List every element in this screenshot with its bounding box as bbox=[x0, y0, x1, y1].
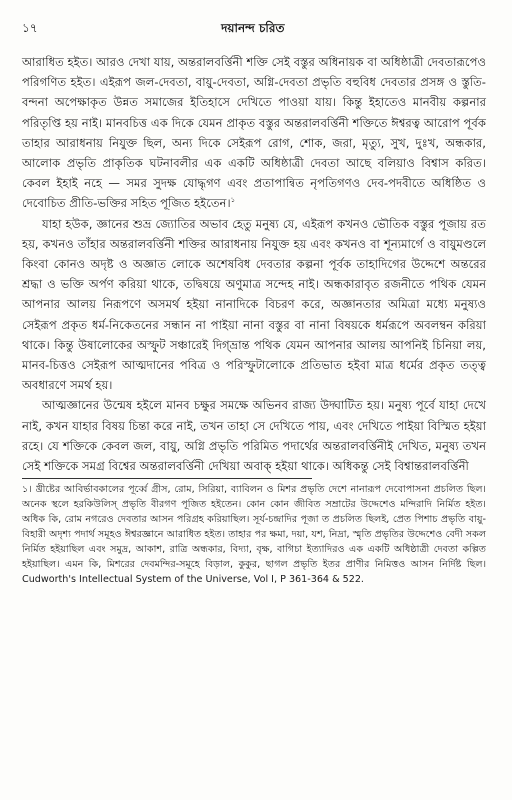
footnote-marker: ১ bbox=[230, 196, 236, 205]
paragraph-text: আত্মজ্ঞানের উন্মেষ হইলে মানব চক্ষুর সমক্ষে অভিনব রাজ্য উদ্ঘাটিত হয়। মনুষ্য পূর্বে যাহা দেখে নাই, কখন যাহার বিষয় চিন্তা করে নাই, তখন তাহা সে দেখিতে পায়, এবং দেখিতে পাইয়া বিস্মিত হইয়া রহে। যে শক্তিকে কেবল জল, বায়ু, অগ্নি প্রভৃতি পরিমিত পদার্থের অন্তরালবর্ত্তিনীই দেখিত, মনুষ্য তখন সেই শক্তিকে সমগ্র বিশ্বের অন্তরালবর্ত্তিনী দেখিয়া অবাক্ হইয়া থাকে। অধিকন্তু সেই বিশ্বান্তরালবর্ত্তিনী bbox=[22, 398, 486, 474]
footnote-divider bbox=[22, 478, 312, 479]
paragraph bbox=[22, 395, 486, 476]
running-title: দয়ানন্দ চরিত bbox=[221, 21, 285, 35]
page-number: ১৭ bbox=[22, 21, 38, 35]
body-text bbox=[22, 52, 486, 476]
paragraph-text: যাহা হউক, জ্ঞানের শুভ্র জ্যোতির অভাব হেতু মনুষ্য যে, এইরূপ কখনও ভৌতিক বস্তুর পূজায় রত হয়, কখনও তাঁহার অন্তরালবর্ত্তিনী শক্তির আরাধনায় নিযুক্ত হয় এবং কখনও বা শূন্যমার্গে ও বায়ুমণ্ডলে কিংবা কোনও অদৃষ্ট ও অজ্ঞাত লোকে অশেষবিধ দেবতার কল্পনা পূর্বক তাহাদিগের উদ্দেশে অন্তরের শ্রদ্ধা ও ভক্তি অর্পণ করিয়া থাকে, তদ্বিষয়ে অণুমাত্র সন্দেহ নাই। অন্ধকারাবৃত রজনীতে পথিক যেমন আপনার আলয় নিরূপণে অসমর্থ হইয়া নানাদিকে বিচরণ করে, অজ্ঞানতার অমিত্রা মধ্যে মনুষ্যও সেইরূপ প্রকৃত ধর্ম-নিকেতনের সন্ধান না পাইয়া নানা বস্তুর বা নানা বিষয়কে ধর্মরূপে অবলম্বন করিয়া থাকে। কিন্তু উষালোকের অস্ফুট সঞ্চারেই দিগ্‌ভ্রান্ত পথিক যেমন আপনার আলয় আপনিই চিনিয়া লয়, মানব-চিত্তও সেইরূপ আত্মদানের পবিত্র ও পরিস্ফুটালোকে প্রতিভাত হইবা মাত্র ধর্মের প্রকৃত তত্ত্ব অবধারণে সমর্থ হয়। bbox=[22, 216, 486, 393]
paragraph-text: আরাধিত হইত। আরও দেখা যায়, অন্তরালবর্ত্তিনী শক্তি সেই বস্তুর অধিনায়ক বা অধিষ্ঠাত্রী দেবতারূপেও পরিগণিত হইত। এইরূপ জল-দেবতা, বায়ু-দেবতা, অগ্নি-দেবতা প্রভৃতি বহুবিধ দেবতার প্রসঙ্গ ও স্তুতি-বন্দনা অপেক্ষাকৃত উন্নত সমাজের ইতিহাসে দেখিতে পাওয়া যায়। কিন্তু ইহাতেও মানবীয় কল্পনার পরিতৃপ্তি হয় নাই। মানবচিত্ত এক দিকে যেমন প্রাকৃত বস্তুর অন্তরালবর্ত্তিনী শক্তিতে ঈশ্বরত্ব আরোপ পূর্বক তাহার আরাধনায় নিযুক্ত ছিল, অন্য দিকে সেইরূপ রোগ, শোক, জরা, মৃত্যু, সুখ, দুঃখ, অন্ধকার, আলোক প্রভৃতি প্রাকৃতিক ঘটনাবলীর এক একটি অধিষ্ঠাত্রী দেবতা আছে বলিয়াও বিশ্বাস করিত। কেবল ইহাই নহে — সমর সুদক্ষ যোদ্ধৃগণ এবং প্রতাপান্বিত নৃপতিগণও দেব-পদবীতে অধিষ্ঠিত ও দেবোচিত প্রীতি-ভক্তির সহিত পূজিত হইতেন। bbox=[22, 55, 486, 211]
paragraph bbox=[22, 52, 486, 214]
page-header bbox=[22, 20, 486, 42]
paragraph bbox=[22, 214, 486, 396]
footnote bbox=[22, 482, 486, 587]
footnote-text: ১। খ্রীষ্টের আবির্ভাবকালের পূর্ব্বে গ্রীস, রোম, সিরিয়া, ব্যাবিলন ও মিশর প্রভৃতি দেশে নানারূপ দেবোপাসনা প্রচলিত ছিল। অনেক স্থলে হরকিউলিস্ প্রভৃতি বীরগণ পূজিত হইতেন। কোন কোন জীবিত সম্রাটের উদ্দেশেও মন্দিরাদি নির্মিত হইত। অধিক কি, রোম নগরেও দেবতার আসন পরিগ্রহ করিয়াছিল। সূর্য-চন্দ্রাদির পূজা ত প্রচলিত ছিলই, প্রেত পিশাচ প্রভৃতি বায়ু-বিহারী অদৃশ্য পদার্থ সমূহও ঈশ্বরজ্ঞানে আরাধিত হইত। তাহার পর ক্ষমা, দয়া, যশ, নিদ্রা, স্মৃতি প্রভৃতির উদ্দেশেও বেদী সকল নির্মিত হইয়াছিল এবং সমুদ্র, আকাশ, রাত্রি অন্ধকার, বিদ্যা, বৃক্ষ, বাগিচা ইত্যাদিরও এক একটি অধিষ্ঠাত্রী দেবতা কল্পিত হইয়াছিল। এমন কি, মিশরের দেবমন্দির-সমূহে বিড়াল, কুকুর, ছাগল প্রভৃতি ইতর প্রাণীর নিমিত্তও আসন নির্দিষ্ট ছিল। Cudworth's Intellectual System of the Universe, Vol I, P 361-364 & 522. bbox=[22, 484, 486, 586]
